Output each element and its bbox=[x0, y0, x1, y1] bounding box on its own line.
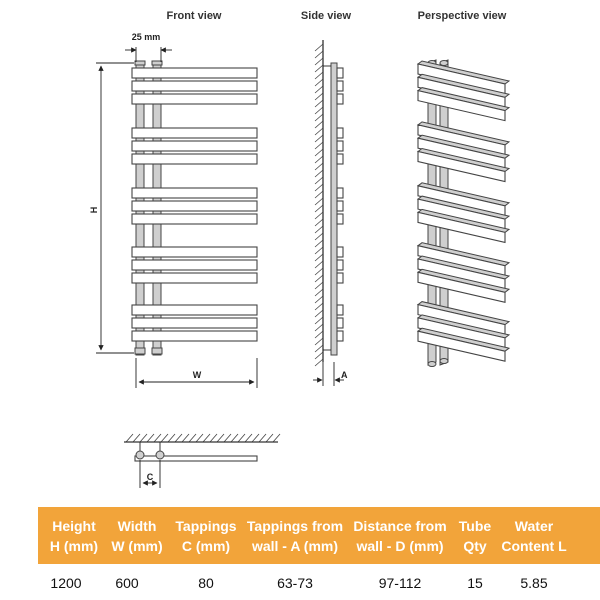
hatch-line bbox=[315, 156, 323, 163]
spec-header-line2: C (mm) bbox=[181, 537, 231, 554]
spec-water-content-header bbox=[498, 507, 570, 564]
front-tube bbox=[132, 154, 257, 164]
top-right-tapping bbox=[156, 451, 164, 459]
side-wall-hatching bbox=[315, 44, 323, 366]
front-tube bbox=[132, 214, 257, 224]
perspective-view-title: Perspective view bbox=[417, 10, 507, 22]
hatch-line bbox=[315, 93, 323, 100]
perspective-right-cap bbox=[440, 61, 448, 66]
wall-distance-label: A bbox=[341, 370, 348, 380]
specifications-table bbox=[0, 507, 600, 600]
hatch-line bbox=[315, 359, 323, 366]
spec-tube-qty-header bbox=[452, 507, 498, 564]
hatch-line bbox=[273, 434, 280, 442]
hatch-line bbox=[315, 240, 323, 247]
hatch-line bbox=[252, 434, 259, 442]
top-tube bbox=[135, 456, 257, 461]
spec-tappings-wall-header bbox=[242, 507, 348, 564]
side-tube-end bbox=[337, 201, 343, 211]
hatch-line bbox=[245, 434, 252, 442]
hatch-line bbox=[315, 296, 323, 303]
spec-tappings-value: 80 bbox=[198, 575, 214, 591]
hatch-line bbox=[315, 268, 323, 275]
hatch-line bbox=[315, 107, 323, 114]
side-tube-end bbox=[337, 318, 343, 328]
hatch-line bbox=[175, 434, 182, 442]
spec-header-line2: Qty bbox=[463, 537, 487, 554]
hatch-line bbox=[217, 434, 224, 442]
front-bottom-cap-left bbox=[135, 348, 145, 354]
spec-header-line1: Height bbox=[52, 517, 96, 534]
hatch-line bbox=[315, 114, 323, 121]
hatch-line bbox=[182, 434, 189, 442]
hatch-line bbox=[315, 324, 323, 331]
spacing-dimension-label: 25 mm bbox=[131, 32, 161, 42]
front-tube bbox=[132, 81, 257, 91]
hatch-line bbox=[133, 434, 140, 442]
front-tube bbox=[132, 128, 257, 138]
spec-width-value: 600 bbox=[115, 575, 139, 591]
hatch-line bbox=[315, 345, 323, 352]
hatch-line bbox=[315, 219, 323, 226]
spec-water-content-value: 5.85 bbox=[520, 575, 548, 591]
perspective-view bbox=[418, 60, 509, 367]
side-tube-end bbox=[337, 68, 343, 78]
hatch-line bbox=[238, 434, 245, 442]
hatch-line bbox=[203, 434, 210, 442]
hatch-line bbox=[315, 310, 323, 317]
side-upright bbox=[331, 63, 337, 355]
front-tube bbox=[132, 331, 257, 341]
spec-header-line2: wall - D (mm) bbox=[356, 537, 444, 554]
hatch-line bbox=[315, 58, 323, 65]
spec-height-header bbox=[38, 507, 110, 564]
front-bottom-cap-right bbox=[152, 348, 162, 354]
hatch-line bbox=[315, 254, 323, 261]
side-tube-end bbox=[337, 247, 343, 257]
hatch-line bbox=[140, 434, 147, 442]
spec-tappings-wall-value: 63-73 bbox=[277, 575, 313, 591]
hatch-line bbox=[315, 100, 323, 107]
hatch-line bbox=[154, 434, 161, 442]
hatch-line bbox=[315, 149, 323, 156]
hatch-line bbox=[315, 247, 323, 254]
top-view bbox=[124, 434, 280, 488]
hatch-line bbox=[315, 282, 323, 289]
hatch-line bbox=[315, 331, 323, 338]
hatch-line bbox=[315, 317, 323, 324]
spec-width-header bbox=[104, 507, 170, 564]
hatch-line bbox=[168, 434, 175, 442]
hatch-line bbox=[315, 121, 323, 128]
hatch-line bbox=[161, 434, 168, 442]
hatch-line bbox=[196, 434, 203, 442]
front-tube bbox=[132, 260, 257, 270]
hatch-line bbox=[315, 233, 323, 240]
front-tube bbox=[132, 94, 257, 104]
side-tube-end bbox=[337, 260, 343, 270]
spec-height-value: 1200 bbox=[50, 575, 82, 591]
hatch-line bbox=[315, 191, 323, 198]
hatch-line bbox=[315, 261, 323, 268]
spec-distance-wall-value: 97-112 bbox=[378, 575, 422, 591]
side-tube-end bbox=[337, 81, 343, 91]
front-tube bbox=[132, 305, 257, 315]
hatch-line bbox=[315, 352, 323, 359]
hatch-line bbox=[315, 135, 323, 142]
hatch-line bbox=[315, 44, 323, 51]
side-tube-end bbox=[337, 128, 343, 138]
front-tube bbox=[132, 141, 257, 151]
side-tube-end bbox=[337, 305, 343, 315]
front-top-cap-left bbox=[135, 61, 145, 65]
hatch-line bbox=[315, 65, 323, 72]
top-left-tapping bbox=[136, 451, 144, 459]
side-view bbox=[313, 40, 348, 386]
spec-tappings-header bbox=[170, 507, 242, 564]
spec-header-line1: Distance from bbox=[353, 517, 447, 534]
front-tube bbox=[132, 273, 257, 283]
front-view-title: Front view bbox=[166, 10, 222, 22]
hatch-line bbox=[315, 142, 323, 149]
front-tube bbox=[132, 201, 257, 211]
hatch-line bbox=[315, 205, 323, 212]
spec-header-line2: W (mm) bbox=[111, 537, 163, 554]
spec-header-line1: Tube bbox=[458, 517, 492, 534]
spec-header-line1: Water bbox=[514, 517, 554, 534]
perspective-bottom-cap-right bbox=[440, 359, 448, 364]
hatch-line bbox=[210, 434, 217, 442]
hatch-line bbox=[259, 434, 266, 442]
spec-header-line1: Tappings from bbox=[246, 517, 344, 534]
front-tube bbox=[132, 188, 257, 198]
hatch-line bbox=[315, 275, 323, 282]
hatch-line bbox=[315, 51, 323, 58]
front-view bbox=[89, 32, 257, 388]
spec-distance-wall-header bbox=[348, 507, 452, 564]
hatch-line bbox=[315, 177, 323, 184]
side-tube-end bbox=[337, 94, 343, 104]
front-tube bbox=[132, 247, 257, 257]
hatch-line bbox=[315, 212, 323, 219]
hatch-line bbox=[266, 434, 273, 442]
hatch-line bbox=[224, 434, 231, 442]
hatch-line bbox=[231, 434, 238, 442]
side-tube-end bbox=[337, 331, 343, 341]
side-tube-end bbox=[337, 154, 343, 164]
spec-header-line2: wall - A (mm) bbox=[251, 537, 339, 554]
side-view-title: Side view bbox=[300, 10, 352, 22]
tapping-dimension-label: C bbox=[146, 472, 154, 482]
hatch-line bbox=[315, 163, 323, 170]
hatch-line bbox=[315, 303, 323, 310]
hatch-line bbox=[315, 128, 323, 135]
hatch-line bbox=[315, 289, 323, 296]
front-tube-group bbox=[132, 61, 257, 354]
hatch-line bbox=[315, 72, 323, 79]
spec-header-line2: H (mm) bbox=[49, 537, 99, 554]
hatch-line bbox=[315, 86, 323, 93]
hatch-line bbox=[126, 434, 133, 442]
hatch-line bbox=[315, 184, 323, 191]
side-tube-group bbox=[337, 68, 343, 341]
side-tube-end bbox=[337, 188, 343, 198]
spec-header-line1: Tappings bbox=[175, 517, 237, 534]
side-tube-end bbox=[337, 214, 343, 224]
front-top-cap-right bbox=[152, 61, 162, 65]
hatch-line bbox=[315, 338, 323, 345]
front-tube bbox=[132, 68, 257, 78]
spec-header-line1: Width bbox=[117, 517, 157, 534]
top-wall-hatching bbox=[126, 434, 280, 442]
front-tube bbox=[132, 318, 257, 328]
hatch-line bbox=[147, 434, 154, 442]
hatch-line bbox=[315, 198, 323, 205]
side-tube-end bbox=[337, 141, 343, 151]
spec-header-line2: Content L bbox=[501, 537, 567, 554]
side-tube-end bbox=[337, 273, 343, 283]
height-dimension-label: H bbox=[89, 206, 99, 214]
hatch-line bbox=[315, 170, 323, 177]
hatch-line bbox=[315, 226, 323, 233]
width-dimension-label: W bbox=[192, 370, 202, 380]
hatch-line bbox=[189, 434, 196, 442]
spec-tube-qty-value: 15 bbox=[467, 575, 483, 591]
perspective-bottom-cap-left bbox=[428, 362, 436, 367]
hatch-line bbox=[315, 79, 323, 86]
